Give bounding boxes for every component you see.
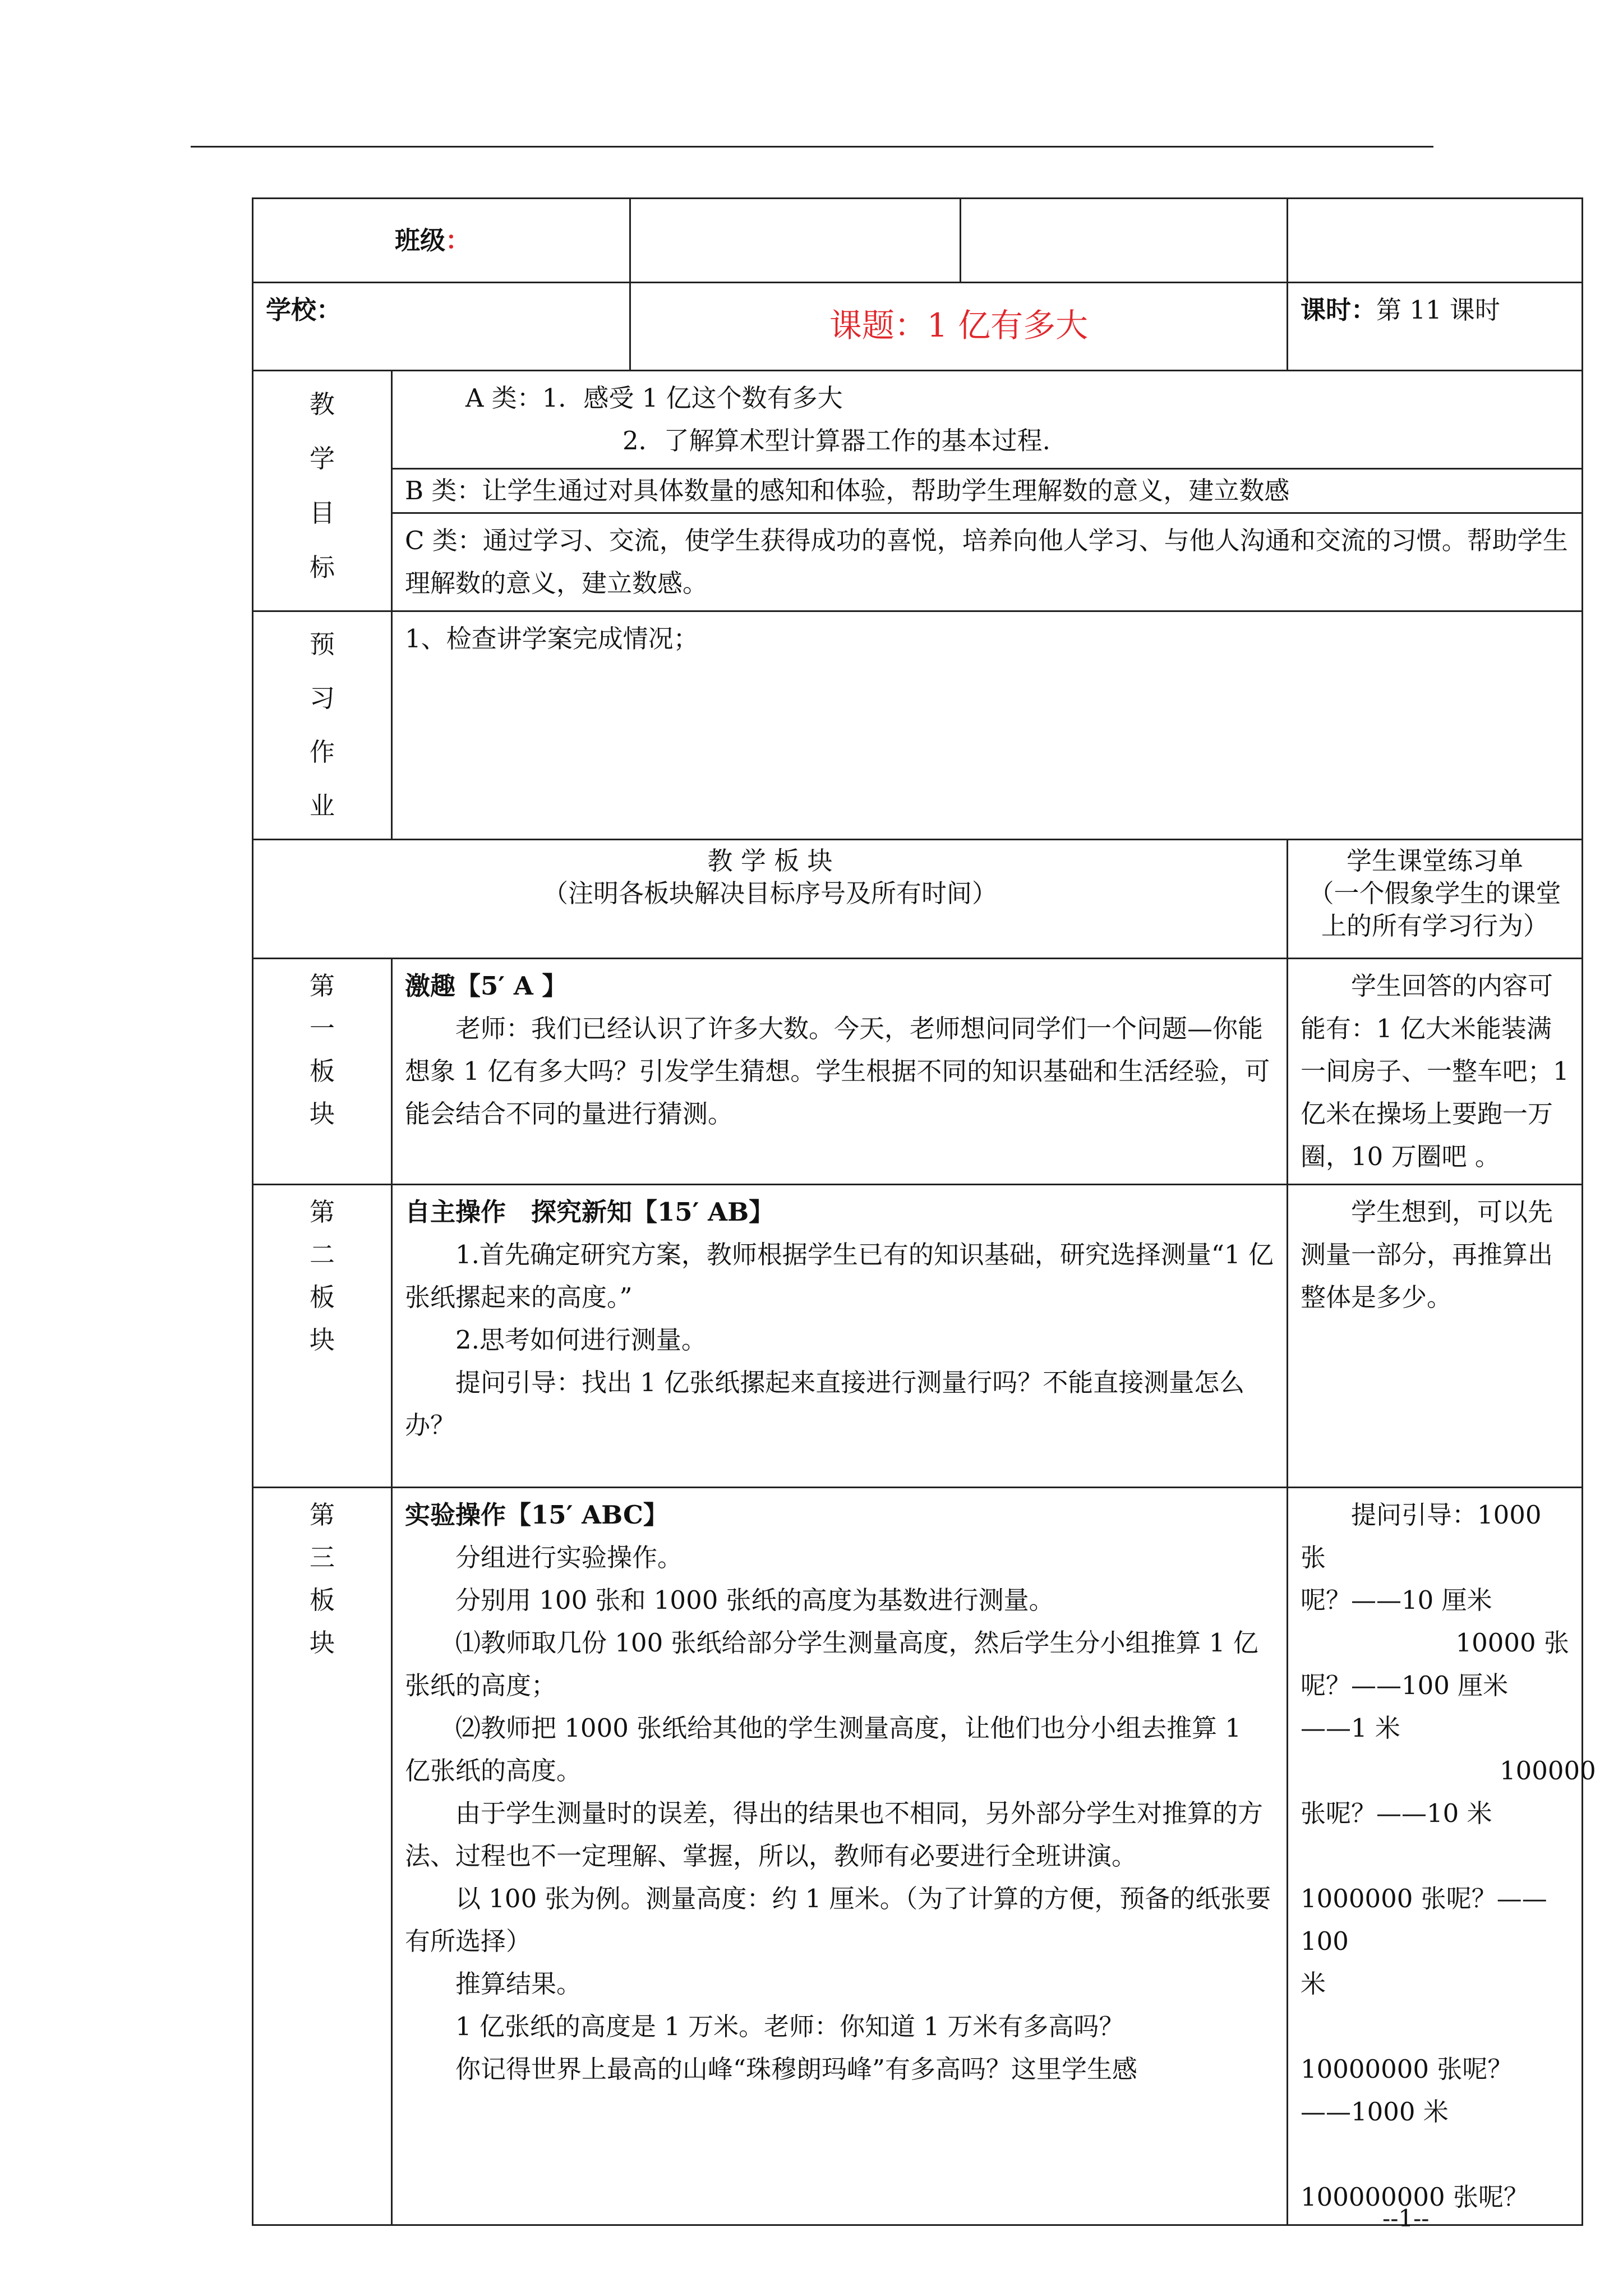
class-empty-cell-2	[961, 199, 1288, 283]
objective-b-text: B 类：让学生通过对具体数量的感知和体验，帮助学生理解数的意义，建立数感	[405, 476, 1290, 505]
preview-text: 1、检查讲学案完成情况；	[405, 624, 699, 654]
practice-title: 学生课堂练习单	[1346, 846, 1523, 876]
class-empty-cell-3	[1288, 199, 1583, 283]
block2-p1: 1.首先确定研究方案，教师根据学生已有的知识基础，研究选择测量“1 亿张纸摞起来的高度。”	[405, 1240, 1274, 1312]
block3-student	[1288, 1488, 1596, 2225]
block3-s9: 米	[1301, 1969, 1326, 1999]
block3-content	[392, 1488, 1288, 2225]
section-header-row	[253, 840, 1583, 959]
section-subtitle: （注明各板块解决目标序号及所有时间）	[542, 878, 997, 908]
objective-a-row	[253, 371, 1583, 469]
class-row	[253, 199, 1583, 283]
objective-c-text: C 类：通过学习、交流，使学生获得成功的喜悦，培养向他人学习、与他人沟通和交流的习惯。帮助学生理解数的意义，建立数感。	[405, 526, 1568, 598]
preview-label: 预 习 作 业	[253, 611, 392, 840]
objective-c-cell	[392, 513, 1583, 611]
block1-body: 老师：我们已经认识了许多大数。今天，老师想问同学们一个问题—你能想象 1 亿有多大吗？引发学生猜想。学生根据不同的知识基础和生活经验，可能会结合不同的量进行猜测。	[405, 1014, 1270, 1129]
lesson-topic: 课题：1 亿有多大	[829, 306, 1089, 344]
lesson-plan-table	[252, 197, 1596, 2226]
block2-title: 自主操作 探究新知【15′ AB】	[405, 1197, 774, 1227]
block3-s2: 呢？——10 厘米	[1301, 1585, 1492, 1615]
block2-label: 第 二 板 块	[253, 1185, 392, 1488]
block3-p3: ⑴教师取几份 100 张纸给部分学生测量高度，然后学生分小组推算 1 亿张纸的高度；	[405, 1628, 1258, 1700]
block3-s1: 提问引导：1000 张	[1301, 1500, 1542, 1572]
block3-p4: ⑵教师把 1000 张纸给其他的学生测量高度，让他们也分小组去推算 1 亿张纸的高度。	[405, 1713, 1242, 1786]
block3-p1: 分组进行实验操作。	[455, 1543, 683, 1572]
block3-p7: 推算结果。	[455, 1969, 582, 1999]
period-value: 第 11 课时	[1376, 295, 1500, 325]
section-title: 教 学 板 块	[707, 846, 833, 876]
block3-s3: 10000 张	[1455, 1628, 1569, 1658]
class-empty-cell-1	[630, 199, 961, 283]
block1-title: 激趣【5′ A 】	[405, 971, 568, 1001]
section-header-left	[253, 840, 1288, 959]
page-number: --1--	[1382, 2205, 1430, 2232]
block3-p6: 以 100 张为例。测量高度：约 1 厘米。（为了计算的方便，预备的纸张要有所选择）	[405, 1884, 1271, 1956]
school-cell	[253, 283, 630, 371]
school-row	[253, 283, 1583, 371]
objective-a-cell	[392, 371, 1583, 469]
block1-student: 学生回答的内容可能有：1 亿大米能装满一间房子、一整车吧；1 亿米在操场上要跑一万圈，10 万圈吧 。	[1288, 959, 1583, 1185]
block3-s10: 10000000 张呢？	[1301, 2054, 1513, 2084]
block3-p9: 你记得世界上最高的山峰“珠穆朗玛峰”有多高吗？这里学生感	[455, 2054, 1138, 2084]
objective-b-row	[253, 469, 1583, 513]
block3-s8: 1000000 张呢？——100	[1301, 1884, 1547, 1956]
preview-cell	[392, 611, 1583, 840]
objective-c-row	[253, 513, 1583, 611]
block3-s5: ——1 米	[1301, 1713, 1400, 1743]
block2-row	[253, 1185, 1583, 1488]
practice-subtitle-2: 上的所有学习行为）	[1321, 911, 1548, 941]
block3-s11: ——1000 米	[1301, 2097, 1449, 2127]
block3-label: 第 三 板 块	[253, 1488, 392, 2225]
header-rule	[191, 146, 1433, 148]
block1-content	[392, 959, 1288, 1185]
block2-content	[392, 1185, 1288, 1488]
topic-cell	[630, 283, 1288, 371]
block3-p2: 分别用 100 张和 1000 张纸的高度为基数进行测量。	[455, 1585, 1054, 1615]
class-label: 班级	[395, 225, 446, 255]
period-label: 课时：	[1301, 295, 1377, 325]
objective-b-cell	[392, 469, 1583, 513]
period-cell	[1288, 283, 1583, 371]
preview-row	[253, 611, 1583, 840]
block3-title: 实验操作【15′ ABC】	[405, 1500, 668, 1530]
block2-p3: 提问引导：找出 1 亿张纸摞起来直接进行测量行吗？不能直接测量怎么办？	[405, 1368, 1245, 1440]
block3-s12: 100000000 张呢？	[1301, 2182, 1529, 2212]
school-label: 学校：	[266, 295, 342, 325]
block1-label: 第 一 板 块	[253, 959, 392, 1185]
section-header-right	[1288, 840, 1583, 959]
block1-row	[253, 959, 1583, 1185]
objectives-label: 教 学 目 标	[253, 371, 392, 611]
block3-row	[253, 1488, 1583, 2225]
objective-a-line2: 2．了解算术型计算器工作的基本过程.	[623, 426, 1050, 455]
class-cell	[253, 199, 630, 283]
block3-s6: 100000	[1500, 1756, 1596, 1786]
objective-a-line1: A 类：1．感受 1 亿这个数有多大	[465, 383, 843, 413]
block2-student: 学生想到，可以先测量一部分，再推算出整体是多少。	[1288, 1185, 1583, 1488]
block3-p8: 1 亿张纸的高度是 1 万米。老师：你知道 1 万米有多高吗？	[455, 2012, 1124, 2041]
block3-s4: 呢？——100 厘米	[1301, 1671, 1509, 1700]
block3-p5: 由于学生测量时的误差，得出的结果也不相同，另外部分学生对推算的方法、过程也不一定理解、掌握，所以，教师有必要进行全班讲演。	[405, 1798, 1264, 1871]
block2-p2: 2.思考如何进行测量。	[455, 1325, 707, 1355]
practice-subtitle-1: （一个假象学生的课堂	[1308, 878, 1561, 908]
block3-s7: 张呢？——10 米	[1301, 1798, 1492, 1828]
class-colon: ：	[445, 225, 471, 255]
